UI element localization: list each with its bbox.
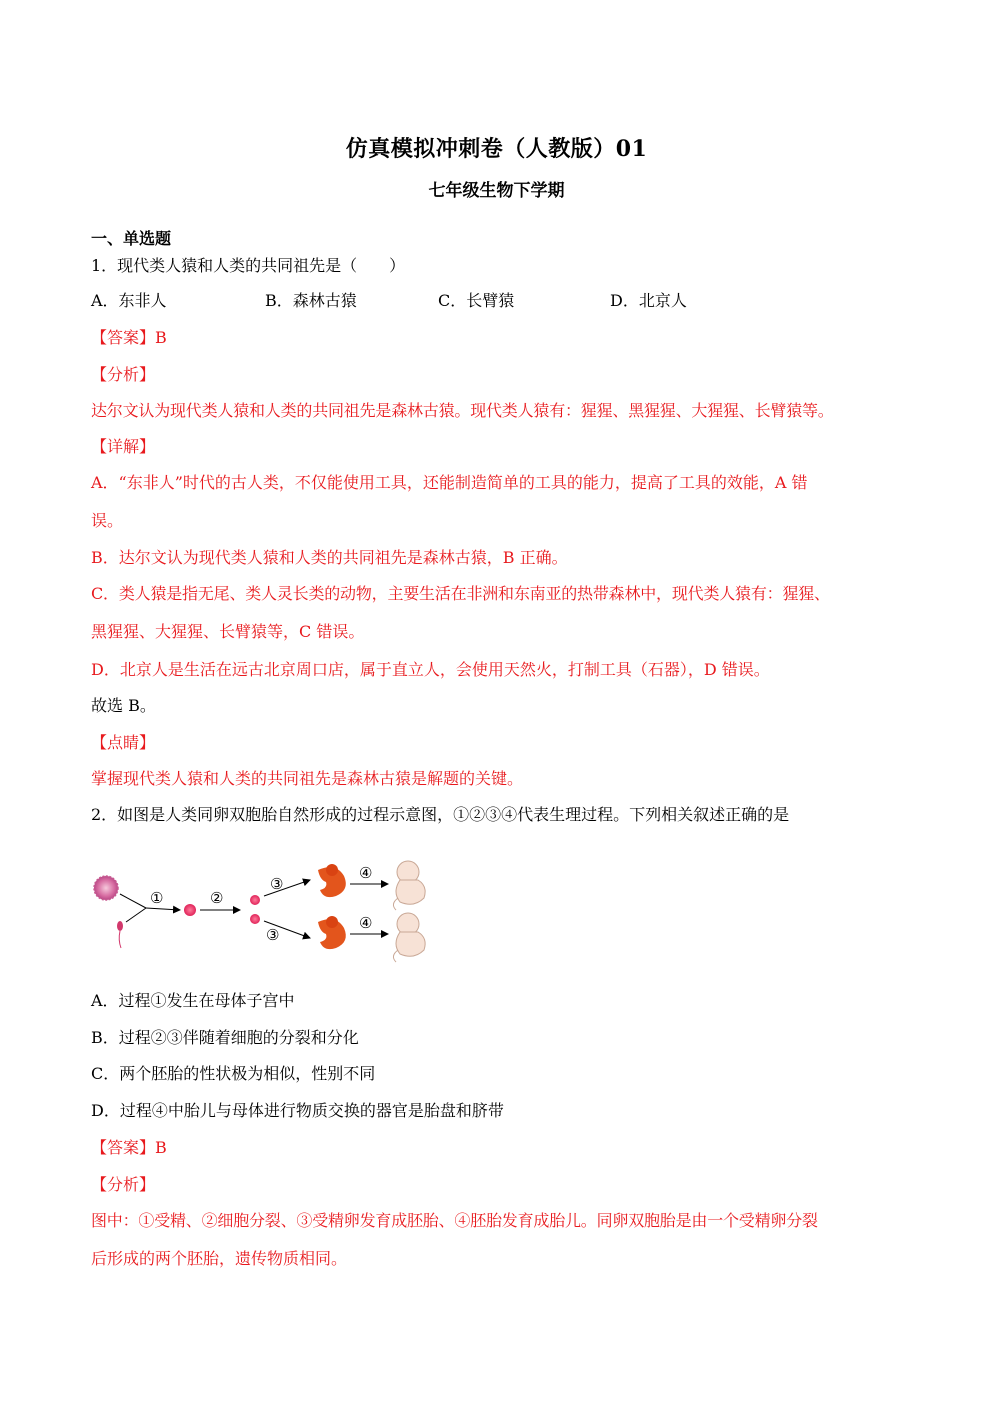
embryo-bottom-icon (318, 916, 346, 949)
q1-analysis-label: 【分析】 (91, 365, 156, 384)
process-label-4-top: ④ (359, 864, 373, 882)
q2-option-a: A．过程①发生在母体子宫中 (91, 991, 295, 1010)
q1-option-b: B．森林古猿 (265, 291, 357, 310)
q2-analysis-label: 【分析】 (91, 1175, 156, 1194)
q2-option-c: C．两个胚胎的性状极为相似，性别不同 (91, 1064, 376, 1083)
twin-cell-top-icon (250, 895, 260, 905)
q1-option-a: A．东非人 (91, 291, 167, 310)
process-label-2: ② (210, 889, 224, 907)
q2-option-d: D．过程④中胎儿与母体进行物质交换的器官是胎盘和脐带 (91, 1101, 504, 1120)
embryo-top-icon (318, 864, 346, 897)
section-heading: 一、单选题 (91, 229, 172, 248)
q1-detail-d: D．北京人是生活在远古北京周口店，属于直立人，会使用天然火，打制工具（石器），D 错误。 (91, 660, 770, 679)
q1-detail-c-line1: C．类人猿是指无尾、类人灵长类的动物，主要生活在非洲和东南亚的热带森林中，现代类人猿有：猩猩、 (91, 584, 830, 603)
q1-detail-b: B．达尔文认为现代类人猿和人类的共同祖先是森林古猿，B 正确。 (91, 548, 568, 567)
q1-detail-a-line2: 误。 (91, 511, 124, 530)
q1-conclusion: 故选 B。 (91, 696, 156, 715)
q1-tip-label: 【点睛】 (91, 733, 156, 752)
page-title: 仿真模拟冲刺卷（人教版）01 (345, 136, 648, 162)
q1-stem: 1．现代类人猿和人类的共同祖先是（ ） (91, 256, 406, 275)
q1-answer: 【答案】B (91, 328, 167, 347)
q2-option-b: B．过程②③伴随着细胞的分裂和分化 (91, 1028, 359, 1047)
q1-option-d: D．北京人 (610, 291, 687, 310)
q1-analysis: 达尔文认为现代类人猿和人类的共同祖先是森林古猿。现代类人猿有：猩猩、黑猩猩、大猩猩、长臂猿等。 (91, 401, 834, 420)
q2-analysis-line1: 图中：①受精、②细胞分裂、③受精卵发育成胚胎、④胚胎发育成胎儿。同卵双胞胎是由一个受精卵分裂 (91, 1211, 818, 1230)
twin-cell-bottom-icon (250, 914, 260, 924)
q2-answer: 【答案】B (91, 1138, 167, 1157)
q1-detail-a-line1: A．“东非人”时代的古人类，不仅能使用工具，还能制造简单的工具的能力，提高了工具的效能，A 错 (91, 473, 808, 492)
process-label-3-bottom: ③ (266, 926, 280, 944)
q1-option-c: C．长臂猿 (438, 291, 515, 310)
q1-tip: 掌握现代类人猿和人类的共同祖先是森林古猿是解题的关键。 (91, 769, 524, 788)
process-label-1: ① (150, 889, 164, 907)
process-label-4-bottom: ④ (359, 914, 373, 932)
sperm-icon (117, 921, 123, 948)
q1-detail-c-line2: 黑猩猩、大猩猩、长臂猿等，C 错误。 (91, 622, 365, 641)
q2-stem: 2．如图是人类同卵双胞胎自然形成的过程示意图，①②③④代表生理过程。下列相关叙述正确的是 (91, 805, 790, 824)
page-subtitle: 七年级生物下学期 (428, 181, 565, 201)
fetus-bottom-icon (393, 913, 425, 962)
q2-analysis-line2: 后形成的两个胚胎，遗传物质相同。 (91, 1249, 348, 1268)
q1-detail-label: 【详解】 (91, 437, 156, 456)
zygote-icon (184, 904, 196, 916)
twin-formation-diagram (88, 858, 438, 968)
egg-cell-icon (94, 876, 118, 900)
process-label-3-top: ③ (270, 875, 284, 893)
fetus-top-icon (393, 861, 425, 910)
